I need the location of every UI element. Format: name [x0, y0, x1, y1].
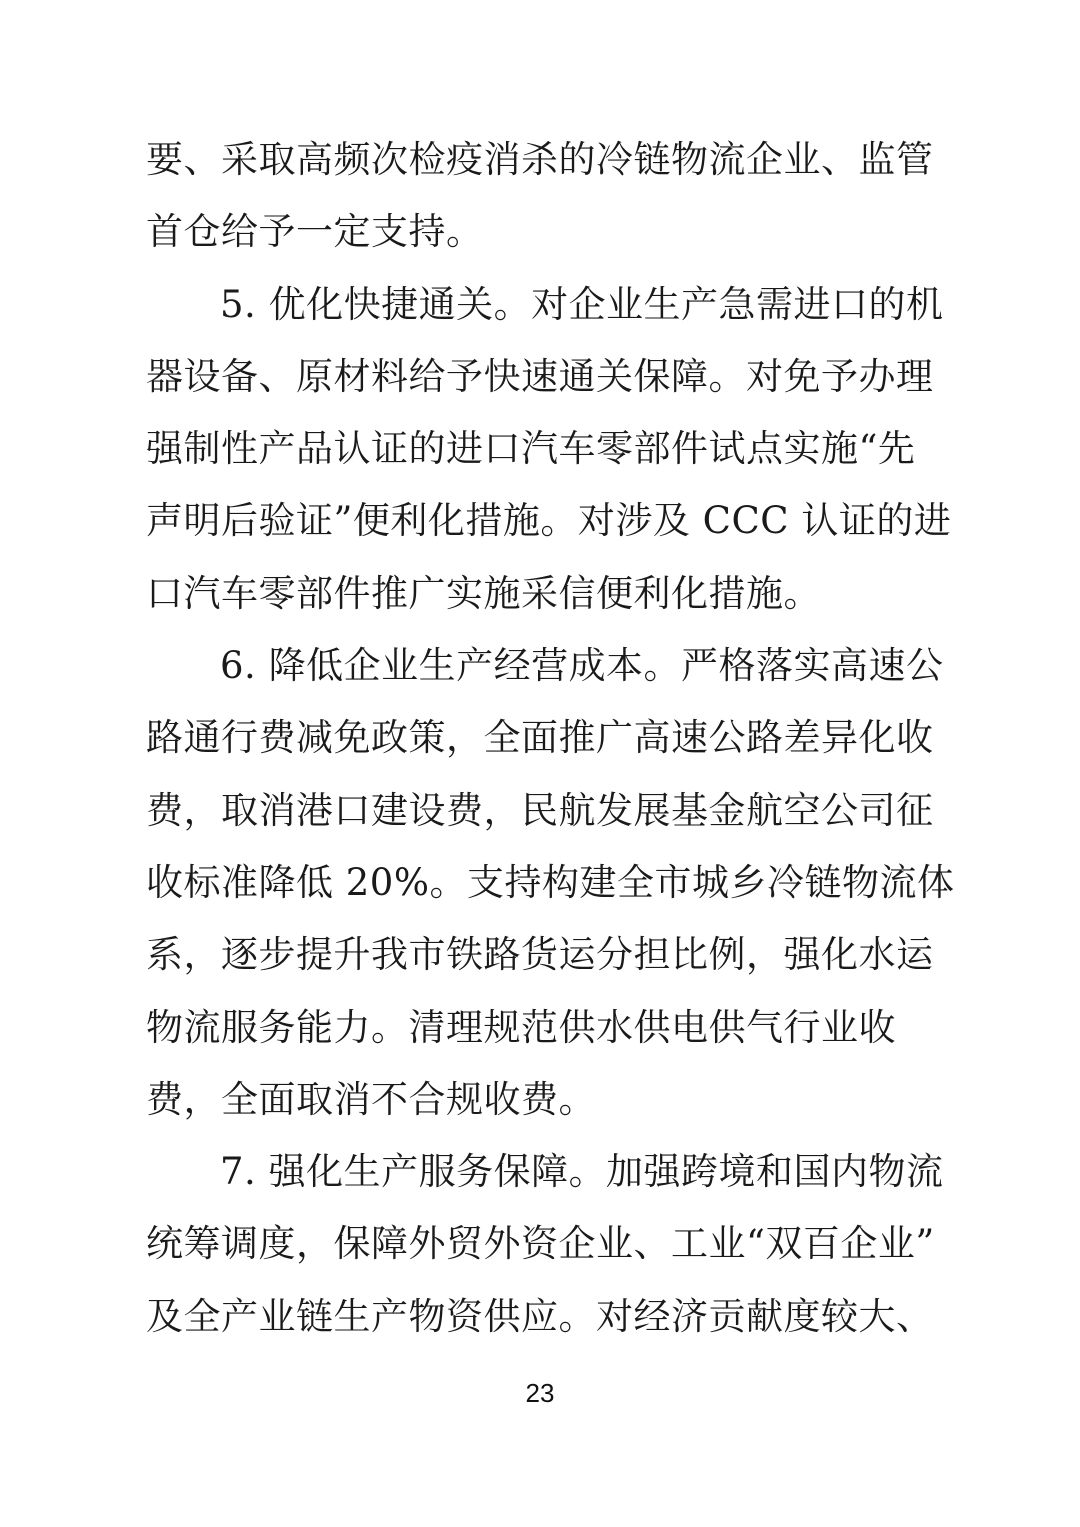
text-line: 要、采取高频次检疫消杀的冷链物流企业、监管	[146, 138, 934, 181]
paragraph-start-line: 5. 优化快捷通关。对企业生产急需进口的机	[220, 282, 944, 326]
text-line: 及全产业链生产物资供应。对经济贡献度较大、	[146, 1294, 934, 1338]
paragraph-start-line: 7. 强化生产服务保障。加强跨境和国内物流	[220, 1150, 944, 1194]
paragraph-start-line: 6. 降低企业生产经营成本。严格落实高速公	[220, 644, 944, 688]
body-text	[146, 124, 955, 1353]
text-line: 物流服务能力。清理规范供水供电供气行业收	[146, 1005, 896, 1049]
text-line: 强制性产品认证的进口汽车零部件试点实施“先	[146, 427, 916, 471]
text-line: 收标准降低 20%。支持构建全市城乡冷链物流体	[146, 860, 955, 904]
text-line: 首仓给予一定支持。	[146, 210, 484, 254]
text-line: 统筹调度，保障外贸外资企业、工业“双百企业”	[146, 1222, 935, 1266]
text-line: 路通行费减免政策，全面推广高速公路差异化收	[146, 716, 934, 760]
text-line: 声明后验证”便利化措施。对涉及 CCC 认证的进	[146, 499, 952, 543]
text-line: 口汽车零部件推广实施采信便利化措施。	[146, 571, 821, 615]
text-line: 系，逐步提升我市铁路货运分担比例，强化水运	[146, 933, 934, 977]
text-line: 费，取消港口建设费，民航发展基金航空公司征	[146, 788, 934, 832]
text-line: 器设备、原材料给予快速通关保障。对免予办理	[146, 354, 934, 398]
text-line: 费，全面取消不合规收费。	[146, 1077, 596, 1121]
page-number: 23	[525, 1378, 555, 1408]
